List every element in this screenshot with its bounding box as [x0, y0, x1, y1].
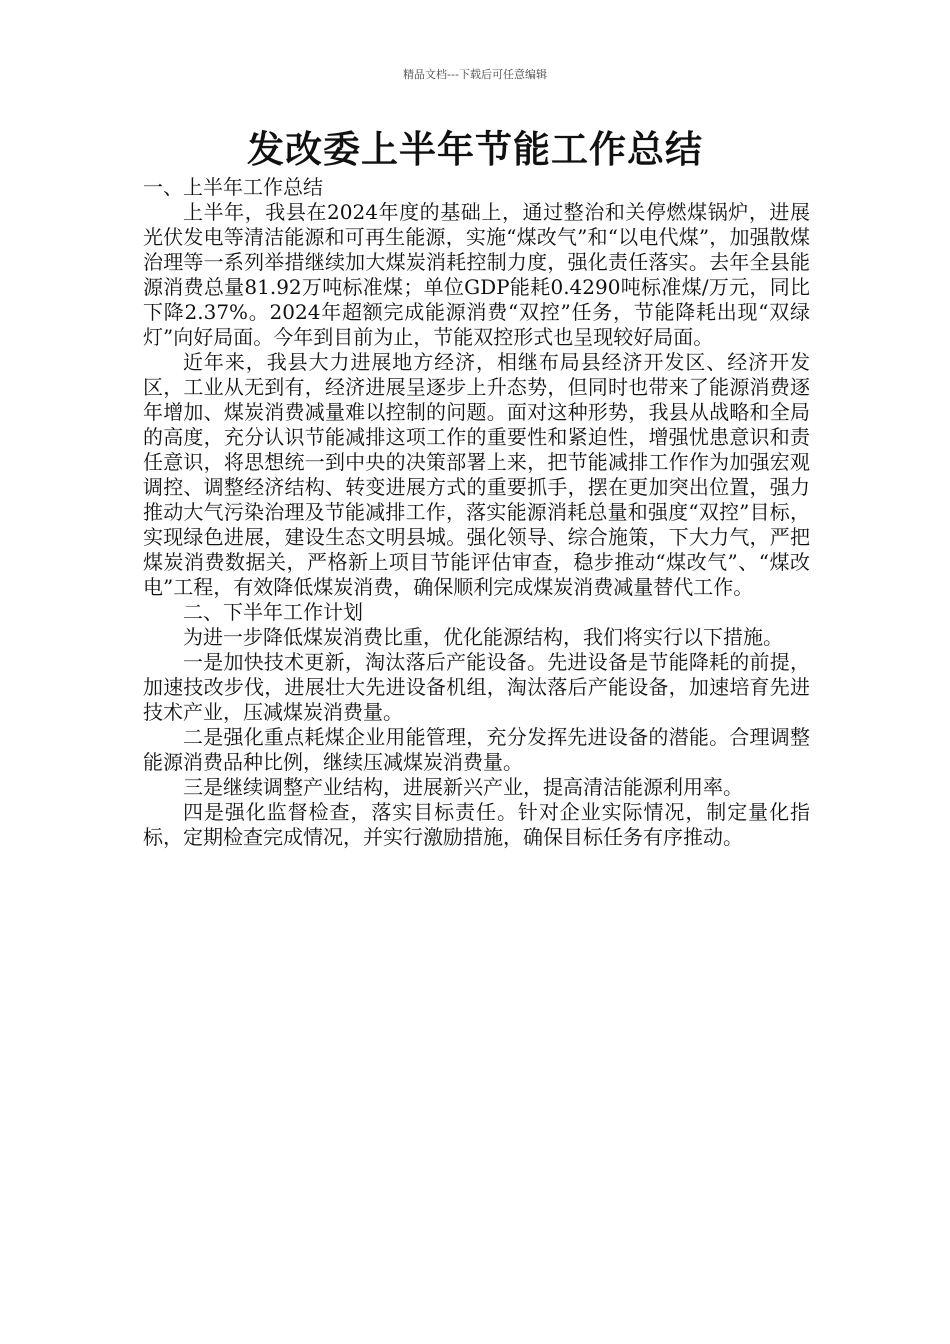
- paragraph-measure-1: 一是加快技术更新，淘汰落后产能设备。先进设备是节能降耗的前提，加速技改步伐，进展壮大先进设备机组，淘汰落后产能设备，加速培育先进技术产业，压减煤炭消费量。: [143, 650, 810, 724]
- document-title: 发改委上半年节能工作总结: [247, 128, 703, 171]
- section-heading-second-half: 二、下半年工作计划: [183, 600, 363, 624]
- paragraph-measures-intro: 为进一步降低煤炭消费比重，优化能源结构，我们将实行以下措施。: [183, 625, 783, 649]
- header-note: 精品文档---下载后可任意编辑: [403, 68, 547, 81]
- paragraph-measure-4: 四是强化监督检查，落实目标责任。针对企业实际情况，制定量化指标，定期检查完成情况，并实行激励措施，确保目标任务有序推动。: [143, 800, 810, 849]
- paragraph-first-half-summary: 上半年，我县在2024年度的基础上，通过整治和关停燃煤锅炉，进展光伏发电等清洁能源和可再生能源，实施“煤改气”和“以电代煤”，加强散煤治理等一系列举措继续加大煤炭消耗控制力度，强化责任落实。去年全县能源消费总量81.92万吨标准煤；单位GDP能耗0.4290吨标准煤/万元，同比下降2.37%。2024年超额完成能源消费“双控”任务，节能降耗出现“双绿灯”向好局面。今年到目前为止，节能双控形式也呈现较好局面。: [143, 200, 810, 349]
- document-body: [143, 175, 810, 850]
- paragraph-measure-3: 三是继续调整产业结构，进展新兴产业，提高清洁能源利用率。: [183, 775, 743, 799]
- section-heading-first-half: 一、上半年工作总结: [143, 175, 323, 199]
- paragraph-measure-2: 二是强化重点耗煤企业用能管理，充分发挥先进设备的潜能。合理调整能源消费品种比例，继续压减煤炭消费量。: [143, 725, 810, 774]
- paragraph-recent-years: 近年来，我县大力进展地方经济，相继布局县经济开发区、经济开发区，工业从无到有，经济进展呈逐步上升态势，但同时也带来了能源消费逐年增加、煤炭消费减量难以控制的问题。面对这种形势，我县从战略和全局的高度，充分认识节能减排这项工作的重要性和紧迫性，增强忧患意识和责任意识，将思想统一到中央的决策部署上来，把节能减排工作作为加强宏观调控、调整经济结构、转变进展方式的重要抓手，摆在更加突出位置，强力推动大气污染治理及节能减排工作，落实能源消耗总量和强度“双控”目标，实现绿色进展，建设生态文明县城。强化领导、综合施策，下大力气，严把煤炭消费数据关，严格新上项目节能评估审查，稳步推动“煤改气”、“煤改电”工程，有效降低煤炭消费，确保顺利完成煤炭消费减量替代工作。: [143, 350, 810, 599]
